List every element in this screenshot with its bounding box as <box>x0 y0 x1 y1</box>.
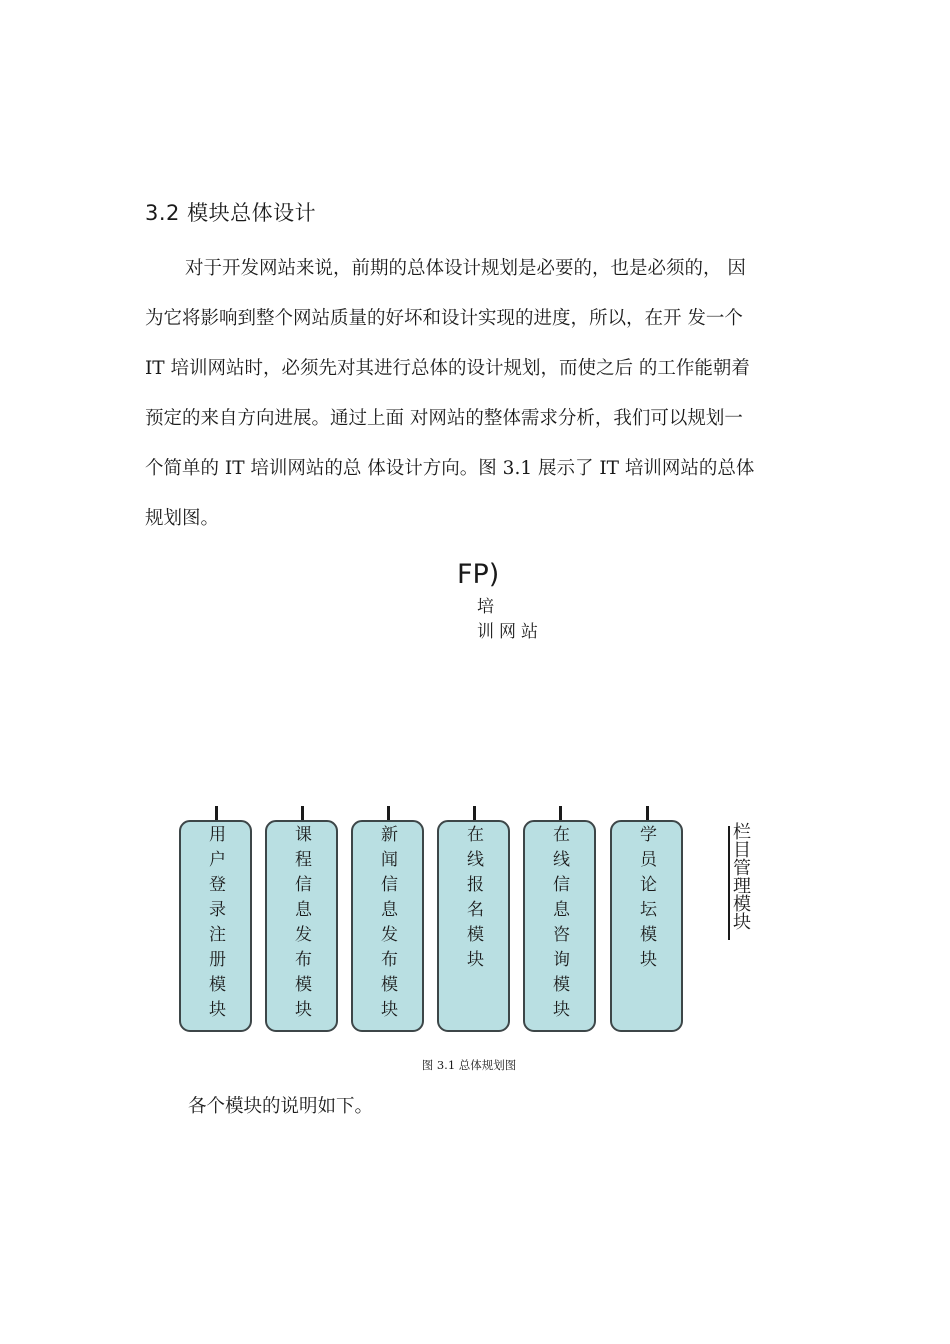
module-box-online-enroll <box>437 820 510 1032</box>
module-label: 课程信息发布模块 <box>291 825 311 1025</box>
diagram-root-label-line1: 培 <box>477 597 494 617</box>
module-label: 在线信息咨询模块 <box>549 825 569 1025</box>
after-paragraph: 各个模块的说明如下。 <box>188 1096 374 1117</box>
module-box-online-consult <box>523 820 596 1032</box>
paragraph-line: IT 培训网站时，必须先对其进行总体的设计规划，而使之后 的工作能朝着 <box>145 358 750 379</box>
paragraph-line: 对于开发网站来说，前期的总体设计规划是必要的，也是必须的， 因 <box>185 258 746 279</box>
intro-paragraph <box>145 244 825 544</box>
module-box-news <box>351 820 424 1032</box>
diagram-root-label-line2: 训网站 <box>477 622 543 642</box>
connector-stem <box>559 806 562 820</box>
connector-stem <box>473 806 476 820</box>
paragraph-line: 为它将影响到整个网站质量的好坏和设计实现的进度，所以，在开 发一个 <box>145 308 743 329</box>
module-label: 在线报名模块 <box>463 825 483 975</box>
section-heading: 3.2 模块总体设计 <box>145 201 317 225</box>
module-box-user-login <box>179 820 252 1032</box>
module-box-course-info <box>265 820 338 1032</box>
connector-stem <box>646 806 649 820</box>
paragraph-line: 规划图。 <box>145 508 220 529</box>
module-label: 用户登录注册模块 <box>205 825 225 1025</box>
module-label: 新闻信息发布模块 <box>377 825 397 1025</box>
diagram-root-code: FP) <box>457 559 500 590</box>
figure-caption: 图 3.1 总体规划图 <box>421 1058 517 1072</box>
connector-stem <box>387 806 390 820</box>
side-label: 栏目管理模块 <box>730 822 751 930</box>
connector-stem <box>301 806 304 820</box>
module-box-forum <box>610 820 683 1032</box>
paragraph-line: 预定的来自方向进展。通过上面 对网站的整体需求分析，我们可以规划一 <box>145 408 743 429</box>
paragraph-line: 个简单的 IT 培训网站的总 体设计方向。图 3.1 展示了 IT 培训网站的总体 <box>145 458 755 479</box>
module-label: 学员论坛模块 <box>636 825 656 975</box>
connector-stem <box>215 806 218 820</box>
